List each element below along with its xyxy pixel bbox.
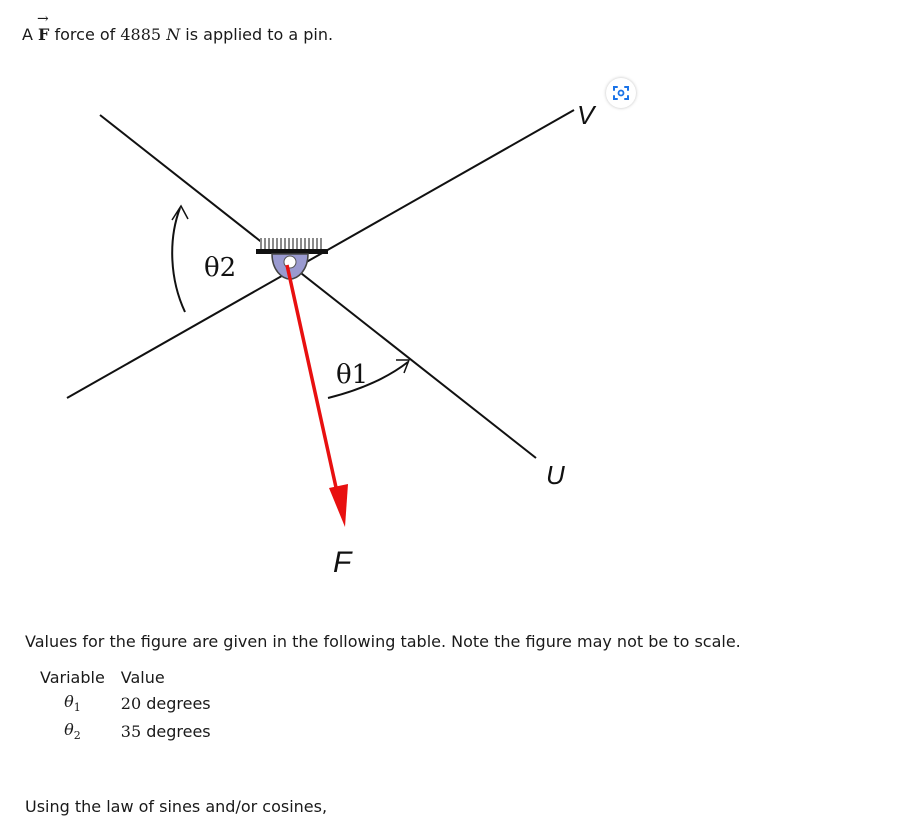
force-arrow-shaft: [287, 265, 337, 492]
force-magnitude: 4885: [120, 25, 162, 44]
header-value: Value: [120, 668, 165, 687]
force-unit: N: [166, 25, 181, 44]
label-u: U: [546, 460, 565, 490]
table-row: [32, 717, 219, 745]
values-table: [32, 666, 219, 745]
value-cell: 35 degrees: [120, 721, 211, 741]
intro-middle: force of: [49, 25, 121, 44]
variable-cell: $\theta_1$: [64, 692, 81, 715]
force-vector-symbol: [37, 11, 50, 44]
pin-force-diagram: [0, 60, 916, 600]
instruction-text: Using the law of sines and/or cosines,: [25, 797, 328, 816]
intro-suffix: is applied to a pin.: [180, 25, 334, 44]
pin-support-hatch: [260, 238, 324, 249]
variable-cell: $\theta_2$: [64, 720, 81, 743]
intro-prefix: A: [22, 25, 33, 44]
value-cell: 20 degrees: [120, 693, 211, 713]
figure-note: Values for the figure are given in the following table. Note the figure may not be to scale.: [25, 632, 741, 651]
table-header-row: [32, 666, 219, 689]
label-f: F: [333, 546, 352, 579]
label-v: V: [577, 100, 595, 130]
label-theta2: θ2: [204, 253, 237, 283]
label-theta1: θ1: [336, 360, 369, 390]
theta2-arc: [172, 208, 185, 312]
vector-letter: F: [38, 25, 50, 44]
table-row: [32, 689, 219, 717]
force-arrowhead-icon: [329, 484, 348, 527]
scan-image-icon: [606, 78, 636, 108]
header-variable: Variable: [40, 668, 105, 687]
vector-arrow: →: [37, 11, 49, 27]
problem-statement: [22, 11, 334, 44]
theta2-arrowhead-icon: [172, 206, 188, 220]
scan-image-button[interactable]: [606, 78, 636, 108]
